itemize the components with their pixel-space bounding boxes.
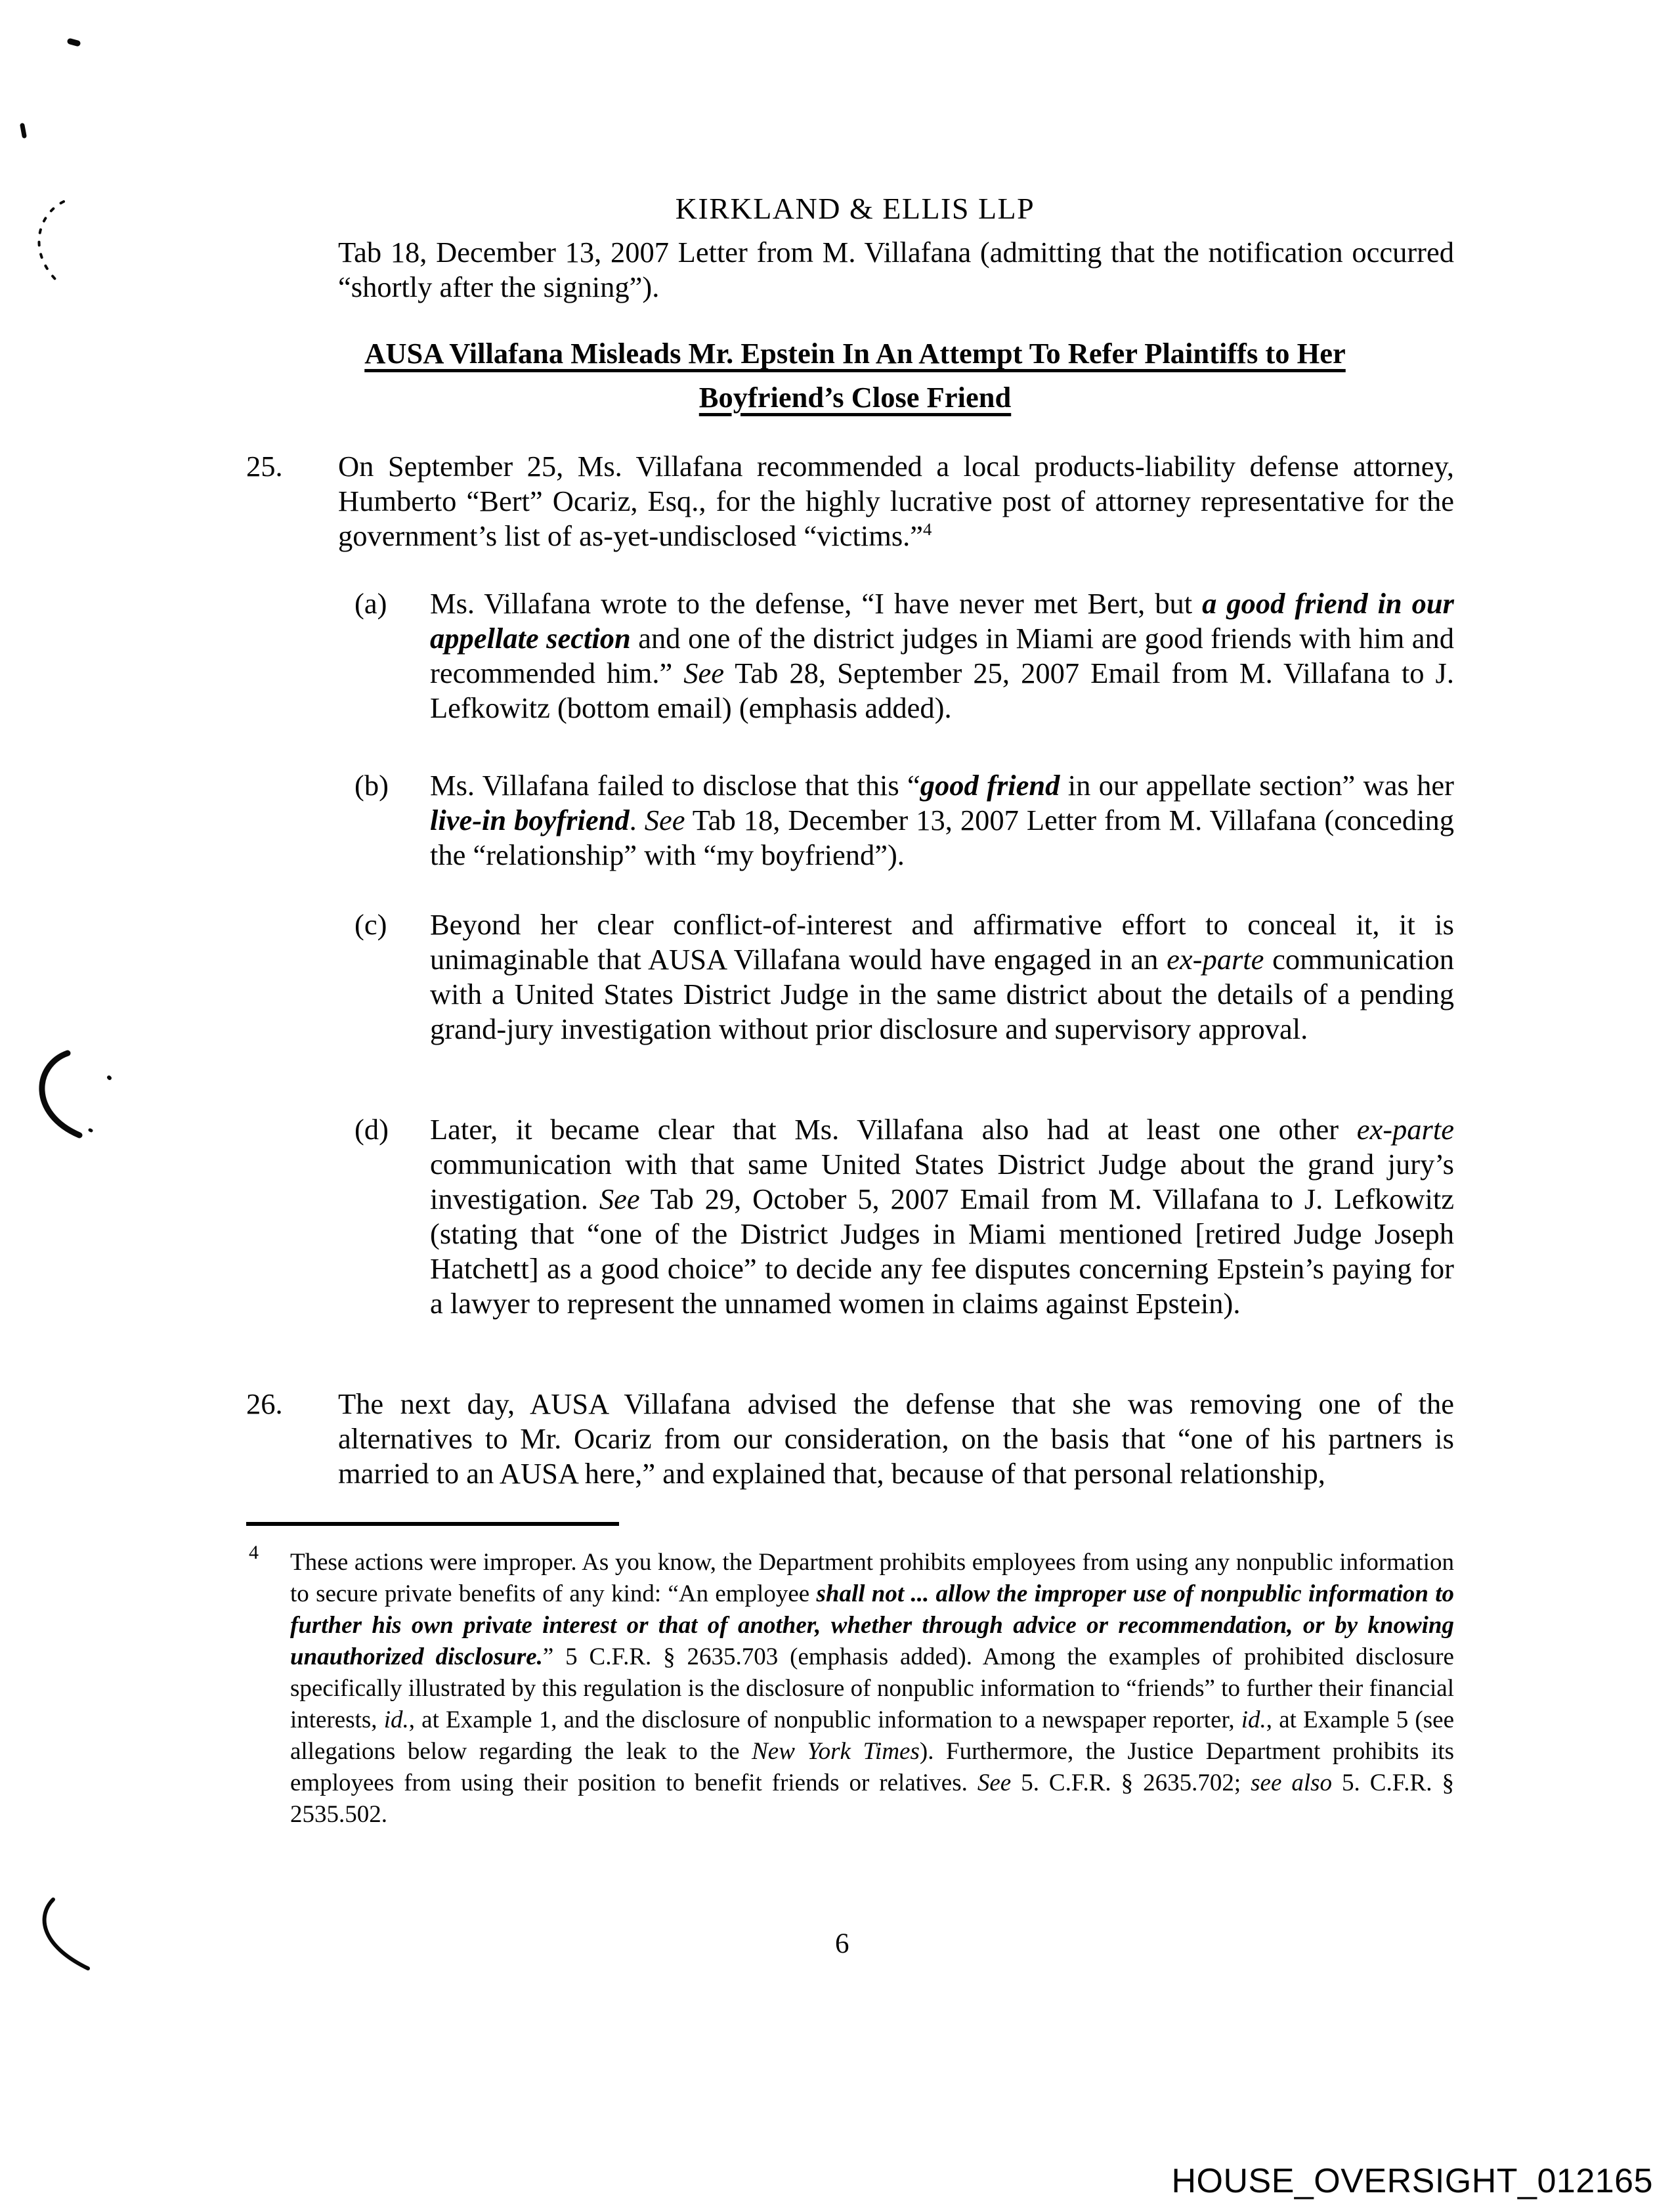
subparagraph-d-text: Later, it became clear that Ms. Villafana also had at least one other ex-parte communication with that same United States District Judge about the grand jury’s investigation. See Tab 29, October 5, 2007 Email from M. Villafana to J. Lefkowitz (stating that “one of the District Judges in Miami mentioned [retired Judge Joseph Hatchett] as a good choice” to decide any fee disputes concerning Epstein’s paying for a lawyer to represent the unnamed women in claims against Epstein). [430, 1113, 1454, 1320]
subparagraph-c-label: (c) [354, 908, 387, 941]
subparagraph-b [354, 768, 1454, 873]
page-number: 6 [835, 1928, 849, 1959]
scan-mark-bottom-arc [45, 1899, 88, 1968]
footnote-4-text: These actions were improper. As you know, the Department prohibits employees from using any nonpublic information to secure private benefits of any kind: “An employee shall not ... allow the improper use of nonpublic information to further his own private interest or that of another, whether through advice or recommendation, or by knowing unauthorized disclosure.” 5 C.F.R. § 2635.703 (emphasis added). Among the examples of prohibited disclosure specifically illustrated by this regulation is the disclosure of nonpublic information to “friends” to further their financial interests, id., at Example 1, and the disclosure of nonpublic information to a newspaper reporter, id., at Example 5 (see allegations below regarding the leak to the New York Times). Furthermore, the Justice Department prohibits its employees from using their position to benefit friends or relatives. See 5. C.F.R. § 2635.702; see also 5. C.F.R. § 2535.502. [290, 1549, 1455, 1828]
paragraph-25 [246, 449, 1454, 553]
scan-mark-speck [109, 1077, 110, 1078]
subparagraph-c [354, 907, 1454, 1047]
intro-paragraph: Tab 18, December 13, 2007 Letter from M. Villafana (admitting that the notification occurred “shortly after the signing”). [338, 236, 1454, 303]
paragraph-26-text: The next day, AUSA Villafana advised the defense that she was removing one of the alternatives to Mr. Ocariz from our consideration, on the basis that “one of his partners is married to an AUSA here,” and explained that, because of that personal relationship, [338, 1387, 1454, 1490]
scan-mark-dot [70, 41, 77, 43]
paragraph-25-text: On September 25, Ms. Villafana recommended a local products-liability defense attorney, Humberto “Bert” Ocariz, Esq., for the highly lucrative post of attorney representative for the government’s list of as-yet-undisclosed “victims.”$^4$ [338, 450, 1454, 552]
bates-stamp: HOUSE_OVERSIGHT_012165 [1171, 2162, 1653, 2200]
section-heading-line2: Boyfriend’s Close Friend [698, 381, 1012, 414]
scan-mark-speck [90, 1130, 91, 1131]
section-heading [256, 336, 1454, 423]
subparagraph-b-label: (b) [354, 769, 389, 802]
subparagraph-a-text: Ms. Villafana wrote to the defense, “I have never met Bert, but a good friend in our appellate section and one of the district judges in Miami are good friends with him and recommended him.” See Tab 28, September 25, 2007 Email from M. Villafana to J. Lefkowitz (bottom email) (emphasis added). [430, 587, 1455, 724]
scan-mark-dotted-arc [39, 202, 64, 283]
footnote-4-number: 4 [249, 1542, 259, 1563]
scan-mark-large-arc [42, 1053, 79, 1135]
subparagraph-a-label: (a) [354, 587, 387, 620]
scan-mark-tick [22, 125, 24, 136]
firm-header: KIRKLAND & ELLIS LLP [675, 192, 1035, 225]
paragraph-26-number: 26. [246, 1387, 283, 1420]
paragraph-25-number: 25. [246, 450, 283, 483]
subparagraph-b-text: Ms. Villafana failed to disclose that this “good friend in our appellate section” was her live-in boyfriend. See Tab 18, December 13, 2007 Letter from M. Villafana (conceding the “relationship” with “my boyfriend”). [430, 769, 1454, 871]
footnote-4 [246, 1542, 1455, 1831]
subparagraph-c-text: Beyond her clear conflict-of-interest and affirmative effort to conceal it, it is unimaginable that AUSA Villafana would have engaged in an ex-parte communication with a United States District Judge in the same district about the details of a pending grand-jury investigation without prior disclosure and supervisory approval. [430, 908, 1454, 1045]
subparagraph-a [354, 586, 1454, 726]
footnote-separator [246, 1522, 619, 1526]
subparagraph-d-label: (d) [354, 1113, 389, 1146]
subparagraph-d [354, 1112, 1454, 1321]
section-heading-line1: AUSA Villafana Misleads Mr. Epstein In An Attempt To Refer Plaintiffs to Her [364, 337, 1346, 370]
paragraph-26 [246, 1387, 1454, 1491]
